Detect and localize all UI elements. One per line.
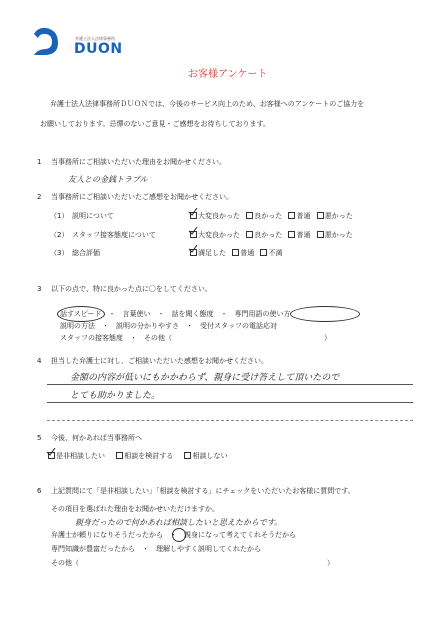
option-label: 是非相談したい	[56, 452, 105, 460]
checkbox[interactable]	[232, 249, 239, 256]
option-label: 悪かった	[324, 231, 353, 239]
checkbox[interactable]	[317, 231, 324, 238]
selection-circle	[57, 306, 105, 322]
intro-line-2: お願いしております。忌憚のないご意見・ご感想をお待ちしております。	[40, 120, 270, 128]
q6-line-1: 弁護士が頼りになりそうだったから ・ 親身になって考えてくれそうだから	[51, 531, 296, 539]
q4-handwritten-line-2: とても助かりました。	[70, 391, 161, 401]
logo-main-text: DUON	[74, 41, 123, 57]
q2-row-1-options	[190, 212, 353, 221]
selection-circle	[172, 528, 186, 542]
q6-line-2: 専門知識が豊富だったから ・ 理解しやすく説明してくれたから	[51, 545, 261, 553]
q2-row-2-label: （2） スタッフ接客態度について	[50, 231, 156, 239]
q2-row-1-label: （1） 説明について	[50, 212, 114, 220]
q3-number: 3	[37, 285, 42, 293]
q4-handwritten-line-1: 金額の内容が低いにもかかわらず、親身に受け答えして頂いたので	[70, 373, 340, 383]
answer-line	[47, 402, 413, 403]
option-label: 相談を検討する	[124, 452, 174, 460]
checkbox[interactable]	[288, 212, 295, 219]
q3-text: 以下の点で、特に良かった点に〇をしてください。	[51, 285, 212, 293]
checkmark-icon	[46, 448, 56, 456]
intro-line-1: 弁護士法人法律事務所ＤＵＯＮでは、今後のサービス向上のため、お客様へのアンケートのご協力を	[50, 100, 365, 108]
checkmark-icon	[188, 208, 198, 216]
checkbox[interactable]	[116, 452, 123, 459]
checkbox[interactable]	[246, 212, 253, 219]
q5-text: 今後、何かあれば当事務所へ	[51, 434, 142, 442]
q3-line-1: 話すスピード ・ 言葉使い ・ 話を聞く態度 ・ 専門用語の使い方	[60, 310, 291, 318]
option-label: 大変良かった	[198, 212, 240, 220]
selection-circle	[290, 306, 360, 322]
q6-text: 上記質問にて「是非相談したい」「相談を検討する」にチェックをいただいたお客様に質問です。	[51, 487, 355, 495]
q4-number: 4	[37, 357, 42, 365]
q1-number: 1	[37, 158, 42, 166]
option-label: 普通	[240, 249, 255, 257]
q2-row-3-options	[190, 249, 282, 258]
q2-text: 当事務所にご相談いただいたご感想をお聞かせください。	[51, 193, 233, 201]
option-label: 良かった	[254, 212, 283, 220]
option-label: 良かった	[254, 231, 283, 239]
checkbox[interactable]	[246, 231, 253, 238]
q5-options	[48, 452, 227, 461]
q2-row-3-label: （3） 総合評価	[50, 249, 100, 257]
page-title: お客様アンケート	[188, 69, 268, 80]
answer-line	[47, 384, 413, 385]
q2-number: 2	[37, 193, 42, 201]
q4-text: 担当した弁護士に対し、ご相談いただいた感想をお聞かせください。	[51, 357, 268, 365]
q6-number: 6	[37, 487, 42, 495]
option-label: 相談しない	[192, 452, 228, 460]
checkmark-icon	[188, 227, 198, 235]
logo-small-text: 弁護士法人法律事務所	[75, 36, 115, 41]
q3-line-3a: スタッフの接客態度 ・ その他（	[60, 334, 172, 342]
q6-handwritten-answer: 親身だったので何かあれば相談したいと思えたからです。	[75, 518, 283, 527]
option-label: 満足した	[198, 249, 226, 257]
answer-line	[47, 420, 413, 421]
option-label: 普通	[296, 212, 311, 220]
option-label: 大変良かった	[198, 231, 240, 239]
checkbox[interactable]	[288, 231, 295, 238]
option-label: 普通	[296, 231, 311, 239]
checkbox[interactable]	[317, 212, 324, 219]
q1-handwritten-answer: 友人との金銭トラブル	[68, 175, 148, 184]
q6-subtext: その項目を選ばれた理由をお聞かせいただけますか。	[51, 505, 219, 513]
q5-number: 5	[37, 434, 42, 442]
q1-text: 当事務所にご相談いただいた理由をお聞かせください。	[51, 158, 226, 166]
q3-line-2: 説明の方法 ・ 説明の分かりやすさ ・ 受付スタッフの電話応対	[60, 322, 277, 330]
checkmark-icon	[188, 245, 198, 253]
q2-row-2-options	[190, 231, 353, 240]
option-label: 悪かった	[324, 212, 353, 220]
option-label: 不満	[268, 249, 283, 257]
checkbox[interactable]	[260, 249, 267, 256]
q6-line-3a: その他（	[51, 559, 79, 567]
duon-logo-mark-icon	[30, 24, 62, 58]
checkbox[interactable]	[184, 452, 191, 459]
q6-line-3b: ）	[327, 559, 334, 567]
q3-line-3b: ）	[324, 334, 331, 342]
